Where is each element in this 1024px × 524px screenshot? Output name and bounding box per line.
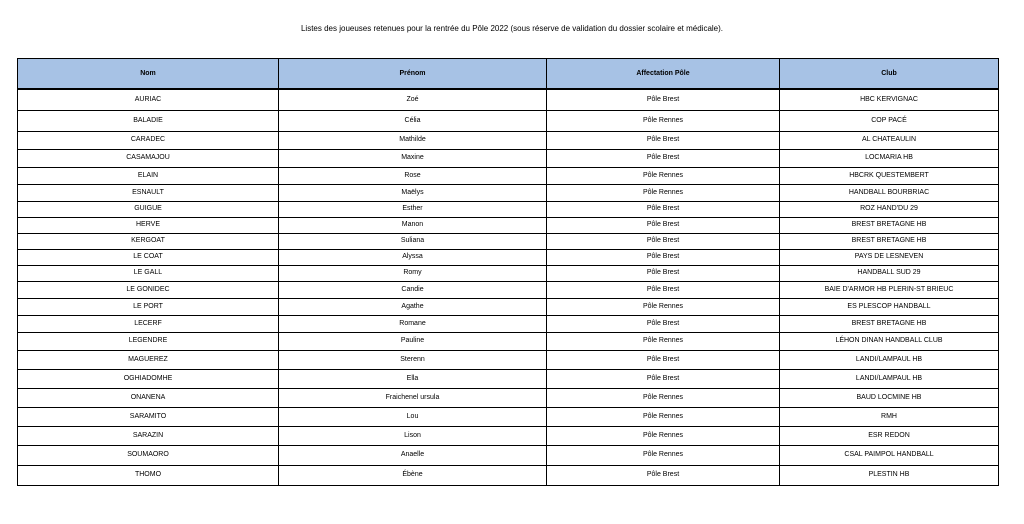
cell-prenom: Candie <box>279 281 547 298</box>
cell-club: HANDBALL SUD 29 <box>780 265 999 281</box>
cell-club: AL CHATEAULIN <box>780 131 999 149</box>
cell-club: LANDI/LAMPAUL HB <box>780 369 999 388</box>
cell-prenom: Zoé <box>279 89 547 110</box>
cell-prenom: Rose <box>279 167 547 184</box>
table-row <box>18 369 999 388</box>
cell-affectation: Pôle Rennes <box>547 298 780 315</box>
cell-prenom: Fraichenel ursula <box>279 388 547 407</box>
table-row <box>18 110 999 131</box>
cell-affectation: Pôle Brest <box>547 201 780 217</box>
table-header-row <box>18 59 999 90</box>
cell-affectation: Pôle Rennes <box>547 110 780 131</box>
cell-club: ROZ HAND'DU 29 <box>780 201 999 217</box>
cell-nom: CARADEC <box>18 131 279 149</box>
cell-club: ESR REDON <box>780 426 999 445</box>
cell-nom: GUIGUE <box>18 201 279 217</box>
cell-prenom: Manon <box>279 217 547 233</box>
cell-club: BREST BRETAGNE HB <box>780 217 999 233</box>
cell-affectation: Pôle Brest <box>547 265 780 281</box>
cell-nom: LECERF <box>18 315 279 332</box>
cell-club: CSAL PAIMPOL HANDBALL <box>780 445 999 465</box>
cell-affectation: Pôle Brest <box>547 89 780 110</box>
table-row <box>18 426 999 445</box>
cell-club: BAIE D'ARMOR HB PLERIN-ST BRIEUC <box>780 281 999 298</box>
cell-prenom: Ella <box>279 369 547 388</box>
table-row <box>18 332 999 350</box>
table-row <box>18 407 999 426</box>
cell-nom: LE COAT <box>18 249 279 265</box>
table-row <box>18 184 999 201</box>
cell-affectation: Pôle Rennes <box>547 167 780 184</box>
cell-prenom: Esther <box>279 201 547 217</box>
cell-affectation: Pôle Brest <box>547 149 780 167</box>
roster-table <box>17 58 999 486</box>
cell-nom: BALADIE <box>18 110 279 131</box>
cell-affectation: Pôle Brest <box>547 233 780 249</box>
cell-club: HANDBALL BOURBRIAC <box>780 184 999 201</box>
table-row <box>18 131 999 149</box>
cell-club: HBC KERVIGNAC <box>780 89 999 110</box>
cell-nom: SOUMAORO <box>18 445 279 465</box>
cell-affectation: Pôle Brest <box>547 131 780 149</box>
table-row <box>18 149 999 167</box>
cell-prenom: Maëlys <box>279 184 547 201</box>
cell-affectation: Pôle Rennes <box>547 388 780 407</box>
cell-prenom: Sterenn <box>279 350 547 369</box>
cell-prenom: Agathe <box>279 298 547 315</box>
cell-nom: OGHIADOMHE <box>18 369 279 388</box>
cell-affectation: Pôle Brest <box>547 281 780 298</box>
table-body <box>18 89 999 485</box>
cell-affectation: Pôle Rennes <box>547 445 780 465</box>
cell-nom: SARAMITO <box>18 407 279 426</box>
column-header-affectation: Affectation Pôle <box>547 59 780 90</box>
table-row <box>18 298 999 315</box>
cell-prenom: Suliana <box>279 233 547 249</box>
cell-nom: ELAIN <box>18 167 279 184</box>
cell-nom: LE GALL <box>18 265 279 281</box>
table-row <box>18 249 999 265</box>
cell-prenom: Mathilde <box>279 131 547 149</box>
cell-affectation: Pôle Rennes <box>547 332 780 350</box>
cell-nom: ESNAULT <box>18 184 279 201</box>
cell-club: ES PLESCOP HANDBALL <box>780 298 999 315</box>
cell-club: BREST BRETAGNE HB <box>780 233 999 249</box>
table-row <box>18 281 999 298</box>
cell-prenom: Maxine <box>279 149 547 167</box>
cell-prenom: Romy <box>279 265 547 281</box>
cell-club: LOCMARIA HB <box>780 149 999 167</box>
cell-nom: HERVE <box>18 217 279 233</box>
table-row <box>18 89 999 110</box>
cell-nom: CASAMAJOU <box>18 149 279 167</box>
table-row <box>18 233 999 249</box>
cell-nom: LE PORT <box>18 298 279 315</box>
cell-club: RMH <box>780 407 999 426</box>
cell-affectation: Pôle Brest <box>547 249 780 265</box>
cell-nom: MAGUEREZ <box>18 350 279 369</box>
cell-affectation: Pôle Brest <box>547 465 780 485</box>
cell-club: BREST BRETAGNE HB <box>780 315 999 332</box>
cell-nom: LEGENDRE <box>18 332 279 350</box>
cell-affectation: Pôle Brest <box>547 369 780 388</box>
table-row <box>18 350 999 369</box>
column-header-prenom: Prénom <box>279 59 547 90</box>
column-header-club: Club <box>780 59 999 90</box>
table-row <box>18 167 999 184</box>
cell-club: PAYS DE LESNEVEN <box>780 249 999 265</box>
cell-affectation: Pôle Rennes <box>547 426 780 445</box>
cell-prenom: Romane <box>279 315 547 332</box>
cell-prenom: Célia <box>279 110 547 131</box>
cell-prenom: Lou <box>279 407 547 426</box>
table-row <box>18 265 999 281</box>
column-header-nom: Nom <box>18 59 279 90</box>
cell-nom: THOMO <box>18 465 279 485</box>
cell-nom: LE GONIDEC <box>18 281 279 298</box>
cell-club: HBCRK QUESTEMBERT <box>780 167 999 184</box>
table-row <box>18 217 999 233</box>
cell-affectation: Pôle Rennes <box>547 407 780 426</box>
cell-nom: KERGOAT <box>18 233 279 249</box>
cell-club: LÉHON DINAN HANDBALL CLUB <box>780 332 999 350</box>
cell-affectation: Pôle Brest <box>547 217 780 233</box>
cell-affectation: Pôle Brest <box>547 350 780 369</box>
cell-club: BAUD LOCMINE HB <box>780 388 999 407</box>
table-row <box>18 465 999 485</box>
cell-prenom: Pauline <box>279 332 547 350</box>
cell-nom: ONANENA <box>18 388 279 407</box>
cell-affectation: Pôle Brest <box>547 315 780 332</box>
cell-nom: SARAZIN <box>18 426 279 445</box>
document-title: Listes des joueuses retenues pour la rentrée du Pôle 2022 (sous réserve de validation du dossier scolaire et médicale). <box>300 24 724 33</box>
cell-prenom: Lison <box>279 426 547 445</box>
table-row <box>18 201 999 217</box>
cell-club: COP PACÉ <box>780 110 999 131</box>
cell-club: LANDI/LAMPAUL HB <box>780 350 999 369</box>
cell-nom: AURIAC <box>18 89 279 110</box>
cell-prenom: Anaelle <box>279 445 547 465</box>
cell-club: PLESTIN HB <box>780 465 999 485</box>
cell-affectation: Pôle Rennes <box>547 184 780 201</box>
table-row <box>18 445 999 465</box>
table-row <box>18 388 999 407</box>
cell-prenom: Alyssa <box>279 249 547 265</box>
table-row <box>18 315 999 332</box>
cell-prenom: Ébène <box>279 465 547 485</box>
